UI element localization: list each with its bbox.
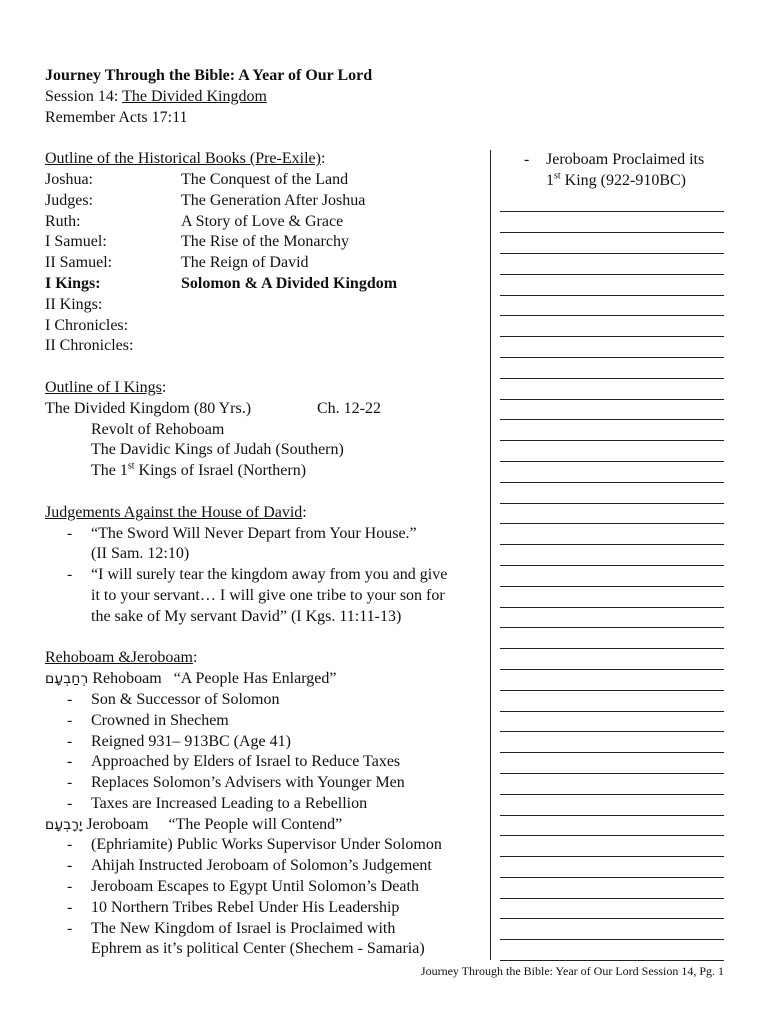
blank-note-line xyxy=(500,254,724,275)
jeroboam-meaning: Jeroboam “The People will Contend” xyxy=(82,815,343,833)
rehoboam-point: - Taxes are Increased Leading to a Rebellion xyxy=(45,794,490,815)
book-theme: The Rise of the Monarchy xyxy=(181,233,349,251)
historical-heading-colon: : xyxy=(320,150,326,168)
page-footer: Journey Through the Bible: Year of Our Lord Session 14, Pg. 1 xyxy=(420,964,724,978)
blank-note-line xyxy=(500,712,724,733)
blank-note-line xyxy=(500,420,724,441)
blank-note-line xyxy=(500,816,724,837)
blank-note-line xyxy=(500,524,724,545)
spacer xyxy=(45,128,490,149)
chapter-range: Ch. 12-22 xyxy=(317,399,381,417)
jeroboam-point-cont: Ephrem as it’s political Center (Shechem - Samaria) xyxy=(91,940,425,958)
column-divider xyxy=(490,150,491,960)
kings-text-post: Kings of Israel (Northern) xyxy=(134,462,307,480)
ordinal-suffix: st xyxy=(127,460,135,472)
blank-note-line xyxy=(500,316,724,337)
blank-note-line xyxy=(500,628,724,649)
remember-line: Remember Acts 17:11 xyxy=(45,108,188,126)
divided-kingdom-line xyxy=(45,399,490,420)
spacer xyxy=(45,482,490,503)
outline-heading: Outline of I Kings xyxy=(45,378,162,396)
blank-note-line xyxy=(500,899,724,920)
blank-note-line xyxy=(500,857,724,878)
judgement-quote: - “I will surely tear the kingdom away from you and give xyxy=(45,565,490,586)
jeroboam-point: - (Ephriamite) Public Works Supervisor Under Solomon xyxy=(45,835,490,856)
blank-note-line xyxy=(500,483,724,504)
outline-heading-colon: : xyxy=(161,378,167,396)
book-name: Judges: xyxy=(45,191,93,209)
rj-heading-line xyxy=(45,648,490,669)
book-name: Ruth: xyxy=(45,212,81,230)
book-row xyxy=(45,170,490,191)
blank-note-line xyxy=(500,504,724,525)
blank-note-line xyxy=(500,774,724,795)
kings-text-pre: The 1 xyxy=(91,462,128,480)
blank-note-line xyxy=(500,441,724,462)
blank-note-line xyxy=(500,878,724,899)
jeroboam-line xyxy=(45,815,490,836)
book-row xyxy=(45,191,490,212)
outline-heading-line xyxy=(45,378,490,399)
rj-heading-colon: : xyxy=(192,649,198,667)
judgement-quote-cont: it to your servant… I will give one tribe to your son for xyxy=(91,586,445,604)
book-row-current xyxy=(45,274,490,295)
book-theme: The Conquest of the Land xyxy=(181,170,349,188)
session-line xyxy=(45,87,490,108)
blank-note-line xyxy=(500,233,724,254)
notes-column xyxy=(500,150,724,961)
book-name: II Kings: xyxy=(45,295,103,313)
blank-note-line xyxy=(500,379,724,400)
book-name: Joshua: xyxy=(45,170,93,188)
book-theme: A Story of Love & Grace xyxy=(181,212,344,230)
blank-note-line xyxy=(500,566,724,587)
book-name: II Chronicles: xyxy=(45,337,134,355)
jeroboam-point: - Jeroboam Escapes to Egypt Until Solomon’s Death xyxy=(45,877,490,898)
divided-kingdom-label: The Divided Kingdom (80 Yrs.) xyxy=(45,399,252,417)
judgements-heading-line xyxy=(45,503,490,524)
book-row xyxy=(45,232,490,253)
page-title: Journey Through the Bible: A Year of Our Lord xyxy=(45,67,373,84)
rehoboam-hebrew: רְחַבְעָם xyxy=(45,671,89,688)
judgement-quote-cont: (II Sam. 12:10) xyxy=(91,545,190,563)
rehoboam-line xyxy=(45,669,490,690)
notes-point-cont xyxy=(500,171,724,192)
spacer xyxy=(45,628,490,649)
jeroboam-point: - 10 Northern Tribes Rebel Under His Leadership xyxy=(45,898,490,919)
book-row xyxy=(45,316,490,337)
spacer xyxy=(45,357,490,378)
jeroboam-hebrew: יָרָבְעָם xyxy=(45,816,83,833)
blank-note-lines xyxy=(500,192,724,961)
judgements-heading-colon: : xyxy=(302,503,307,521)
rehoboam-meaning: Rehoboam “A People Has Enlarged” xyxy=(88,670,337,688)
rj-heading: Rehoboam &Jeroboam xyxy=(45,649,193,667)
session-prefix: Session 14: xyxy=(45,87,123,105)
blank-note-line xyxy=(500,670,724,691)
blank-note-line xyxy=(500,545,724,566)
notes-text-post: King (922-910BC) xyxy=(560,171,686,189)
book-name: I Chronicles: xyxy=(45,316,129,334)
blank-note-line xyxy=(500,691,724,712)
book-name: I Samuel: xyxy=(45,233,107,251)
rehoboam-point: - Approached by Elders of Israel to Reduce Taxes xyxy=(45,752,490,773)
blank-note-line xyxy=(500,275,724,296)
historical-heading-line xyxy=(45,149,490,170)
jeroboam-point: - The New Kingdom of Israel is Proclaimed with xyxy=(45,919,490,940)
notes-point: - Jeroboam Proclaimed its xyxy=(500,150,724,171)
rehoboam-point: - Crowned in Shechem xyxy=(45,711,490,732)
blank-note-line xyxy=(500,795,724,816)
book-theme: The Reign of David xyxy=(181,254,309,272)
book-row xyxy=(45,336,490,357)
blank-note-line xyxy=(500,753,724,774)
blank-note-line xyxy=(500,358,724,379)
main-column xyxy=(45,66,490,960)
notes-text-pre: 1 xyxy=(546,171,554,189)
book-row xyxy=(45,212,490,233)
blank-note-line xyxy=(500,212,724,233)
blank-note-line xyxy=(500,608,724,629)
judgement-quote: - “The Sword Will Never Depart from Your House.” xyxy=(45,524,490,545)
blank-note-line xyxy=(500,649,724,670)
book-theme: Solomon & A Divided Kingdom xyxy=(181,274,398,292)
rehoboam-point: - Replaces Solomon’s Advisers with Younger Men xyxy=(45,773,490,794)
blank-note-line xyxy=(500,296,724,317)
book-row xyxy=(45,253,490,274)
blank-note-line xyxy=(500,587,724,608)
blank-note-line xyxy=(500,919,724,940)
blank-note-line xyxy=(500,732,724,753)
judgement-quote-cont: the sake of My servant David” (I Kgs. 11:11-13) xyxy=(91,607,402,625)
book-name: II Samuel: xyxy=(45,254,113,272)
judgements-heading: Judgements Against the House of David xyxy=(45,503,303,521)
outline-item: Revolt of Rehoboam xyxy=(91,420,225,438)
rehoboam-point: - Reigned 931– 913BC (Age 41) xyxy=(45,732,490,753)
blank-note-line xyxy=(500,192,724,213)
blank-note-line xyxy=(500,836,724,857)
outline-item: The Davidic Kings of Judah (Southern) xyxy=(91,441,344,459)
session-title: The Divided Kingdom xyxy=(122,87,267,105)
historical-heading: Outline of the Historical Books (Pre-Exile) xyxy=(45,150,321,168)
rehoboam-point: - Son & Successor of Solomon xyxy=(45,690,490,711)
book-theme: The Generation After Joshua xyxy=(181,191,366,209)
jeroboam-point: - Ahijah Instructed Jeroboam of Solomon’s Judgement xyxy=(45,856,490,877)
book-name: I Kings: xyxy=(45,274,101,292)
blank-note-line xyxy=(500,337,724,358)
blank-note-line xyxy=(500,462,724,483)
blank-note-line xyxy=(500,400,724,421)
ordinal-suffix: st xyxy=(554,170,561,182)
blank-note-line xyxy=(500,940,724,961)
book-row xyxy=(45,295,490,316)
outline-item xyxy=(45,461,490,482)
